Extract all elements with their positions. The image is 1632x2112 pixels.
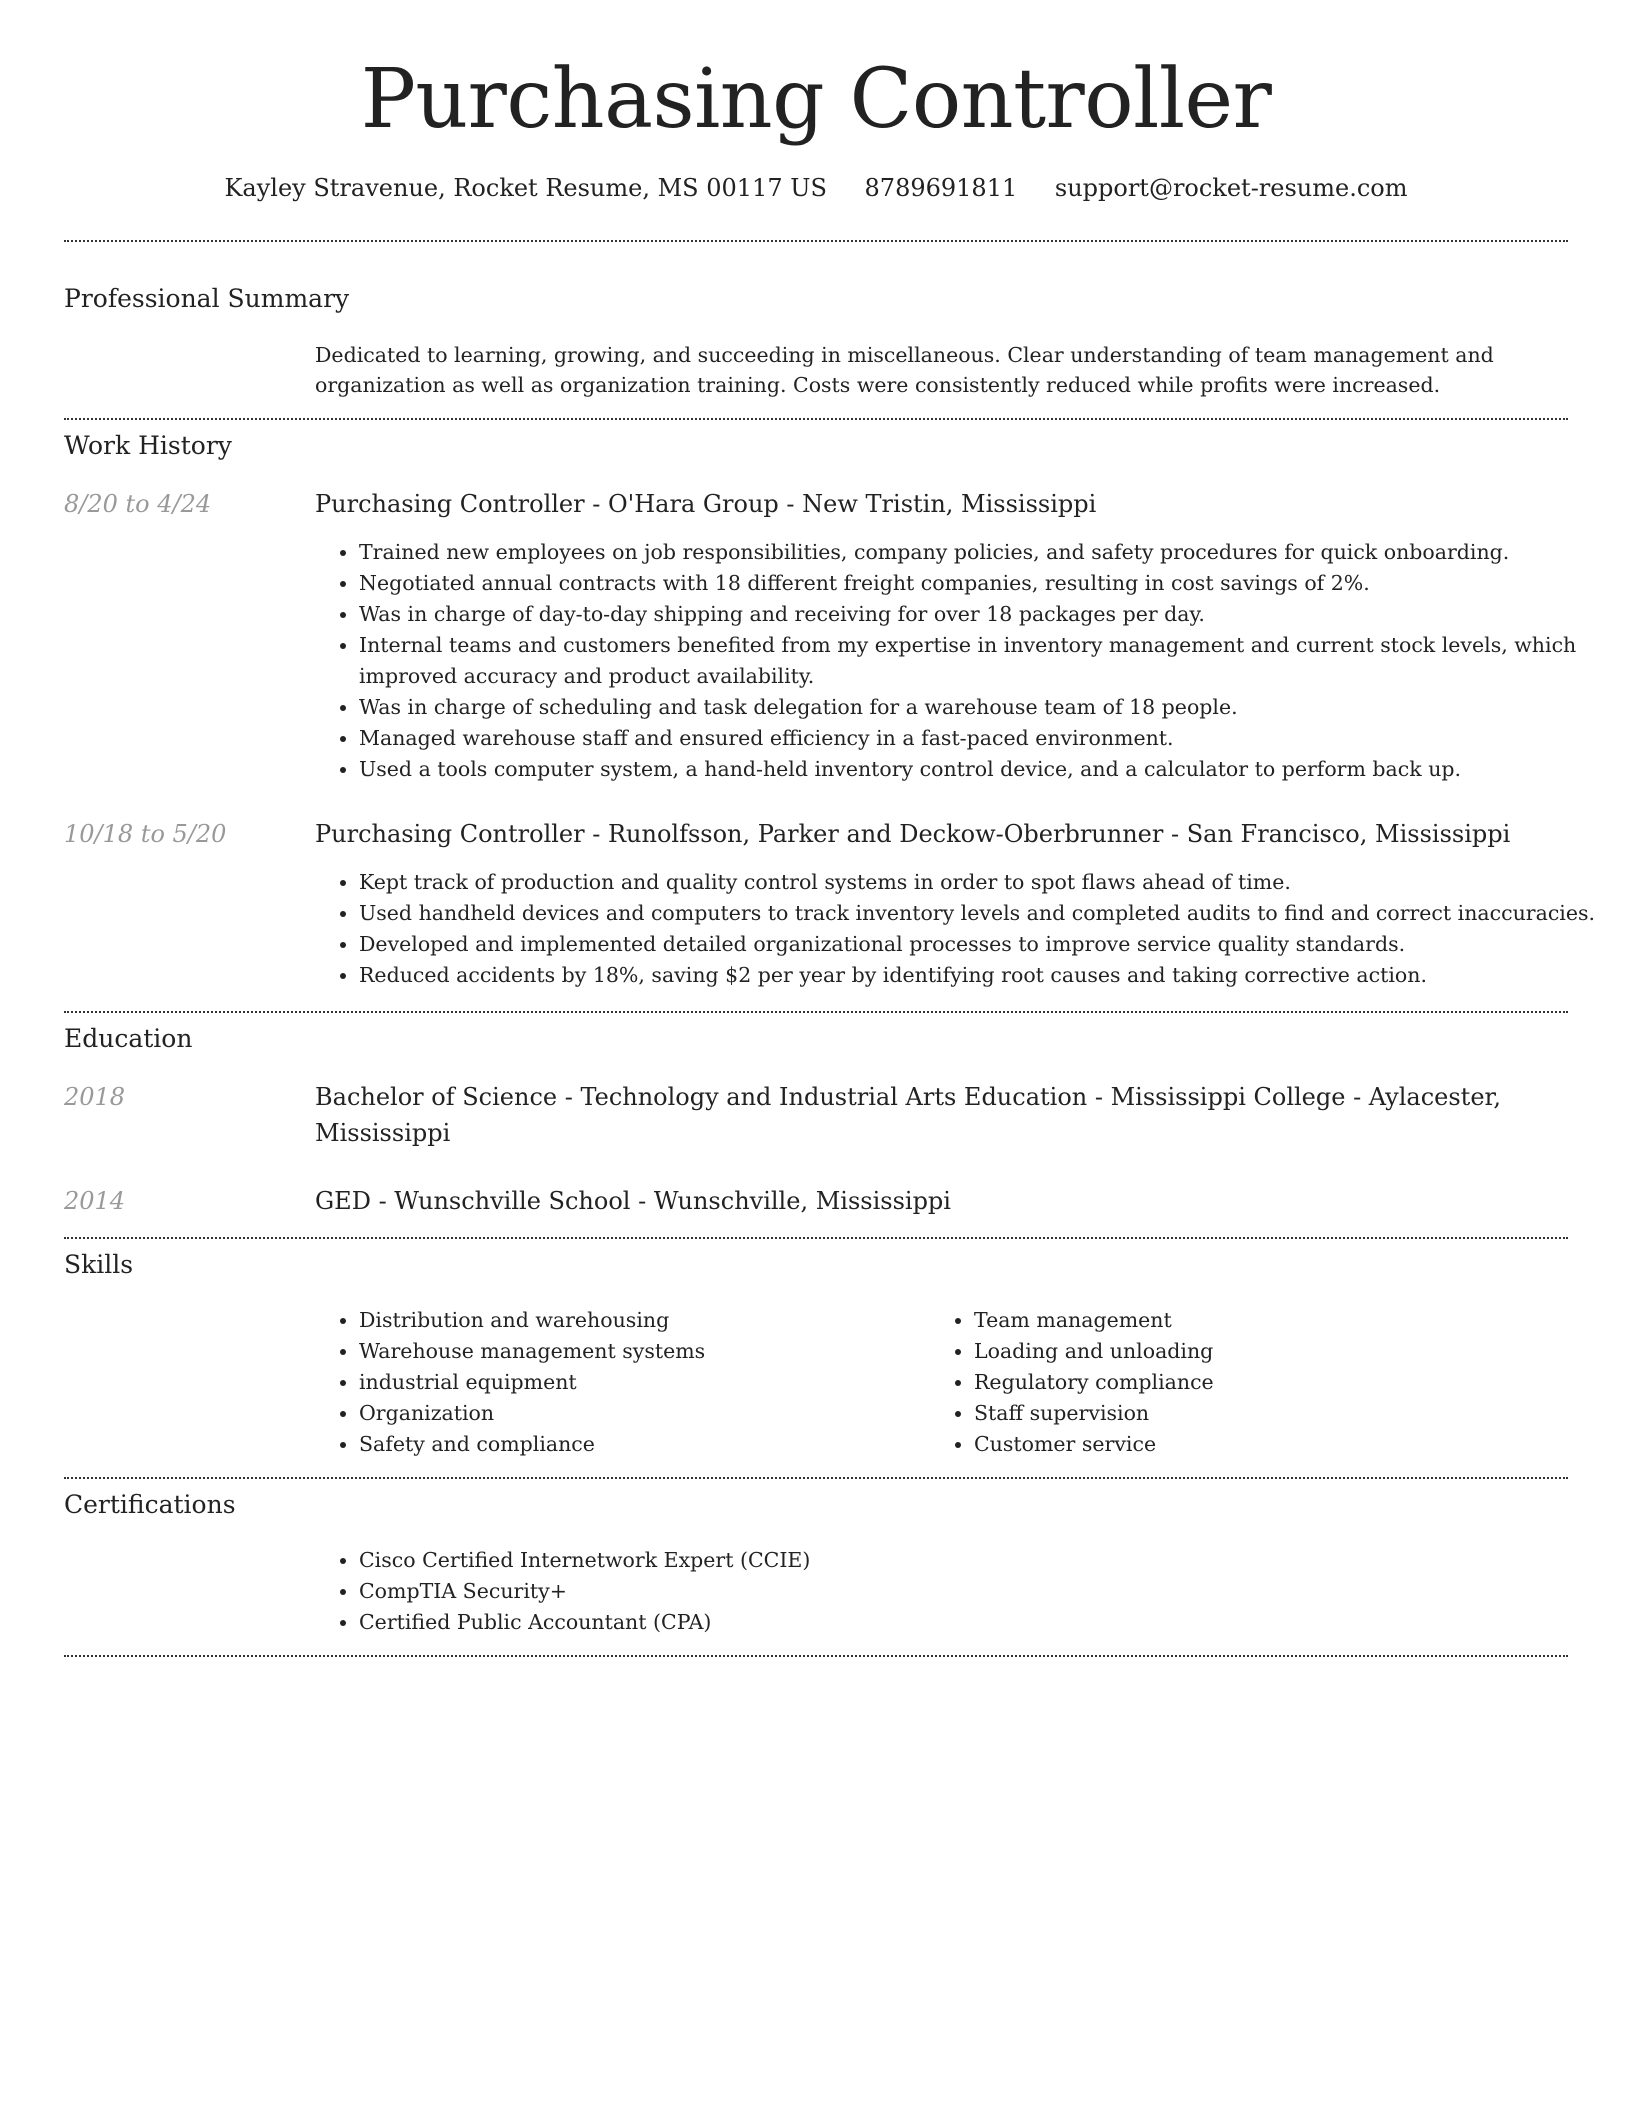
list-item: • Was in charge of day-to-day shipping and receiving for over 18 packages per day. — [359, 599, 1612, 630]
list-item: • Used handheld devices and computers to track inventory levels and completed audits to find and correct inaccuracies. — [359, 898, 1612, 929]
list-item: • Team management — [974, 1305, 1574, 1336]
section-divider — [64, 1237, 1568, 1239]
job-1-dates: 8/20 to 4/24 — [64, 490, 212, 518]
summary-text: Dedicated to learning, growing, and succeeding in miscellaneous. Clear understanding of team management and organization as well as organization training. Costs were consistently reduced while profits were increased. — [315, 343, 1494, 397]
work-history-heading: Work History — [64, 431, 232, 460]
summary-heading: Professional Summary — [64, 284, 350, 313]
resume-title: Purchasing Controller — [360, 52, 1272, 147]
list-item: • industrial equipment — [359, 1367, 959, 1398]
contact-email[interactable]: support@rocket-resume.com — [1054, 174, 1408, 202]
list-item: • Safety and compliance — [359, 1429, 959, 1460]
list-item: • Distribution and warehousing — [359, 1305, 959, 1336]
list-item: • Used a tools computer system, a hand-held inventory control device, and a calculator to perform back up. — [359, 754, 1612, 785]
certifications-heading: Certifications — [64, 1490, 236, 1519]
list-item: • Was in charge of scheduling and task delegation for a warehouse team of 18 people. — [359, 692, 1612, 723]
skills-list-left — [315, 1305, 959, 1460]
education-heading: Education — [64, 1024, 193, 1053]
job-2-title: Purchasing Controller - Runolfsson, Parker and Deckow-Oberbrunner - San Francisco, Mississippi — [315, 820, 1511, 848]
section-divider — [64, 1011, 1568, 1013]
list-item: • Trained new employees on job responsibilities, company policies, and safety procedures for quick onboarding. — [359, 537, 1612, 568]
certifications-list — [315, 1545, 1612, 1638]
list-item: • Customer service — [974, 1429, 1574, 1460]
job-1-bullets — [315, 537, 1612, 785]
contact-address: Kayley Stravenue, Rocket Resume, MS 00117 US — [224, 174, 827, 202]
list-item: • Developed and implemented detailed organizational processes to improve service quality standards. — [359, 929, 1612, 960]
skills-heading: Skills — [64, 1250, 134, 1279]
section-divider — [64, 1477, 1568, 1479]
list-item: • Kept track of production and quality control systems in order to spot flaws ahead of time. — [359, 867, 1612, 898]
list-item: • Regulatory compliance — [974, 1367, 1574, 1398]
list-item: • Managed warehouse staff and ensured efficiency in a fast-paced environment. — [359, 723, 1612, 754]
list-item: • Cisco Certified Internetwork Expert (CCIE) — [359, 1545, 1612, 1576]
education-2-year: 2014 — [64, 1187, 126, 1215]
list-item: • Negotiated annual contracts with 18 different freight companies, resulting in cost savings of 2%. — [359, 568, 1612, 599]
job-1-title: Purchasing Controller - O'Hara Group - New Tristin, Mississippi — [315, 490, 1097, 518]
job-2-dates: 10/18 to 5/20 — [64, 820, 227, 848]
list-item: • CompTIA Security+ — [359, 1576, 1612, 1607]
section-divider — [64, 418, 1568, 420]
contact-phone[interactable]: 8789691811 — [864, 174, 1018, 202]
list-item: • Reduced accidents by 18%, saving $2 per year by identifying root causes and taking corrective action. — [359, 960, 1612, 991]
section-divider — [64, 240, 1568, 242]
contact-line — [64, 172, 1568, 204]
education-2-title: GED - Wunschville School - Wunschville, Mississippi — [315, 1187, 951, 1215]
list-item: • Organization — [359, 1398, 959, 1429]
skills-list-right — [930, 1305, 1574, 1460]
list-item: • Staff supervision — [974, 1398, 1574, 1429]
education-1-title: Bachelor of Science - Technology and Industrial Arts Education - Mississippi College - Aylacester, Mississippi — [315, 1083, 1501, 1147]
section-divider — [64, 1655, 1568, 1657]
list-item: • Certified Public Accountant (CPA) — [359, 1607, 1612, 1638]
education-1-year: 2018 — [64, 1083, 126, 1111]
list-item: • Warehouse management systems — [359, 1336, 959, 1367]
list-item: • Internal teams and customers benefited from my expertise in inventory management and current stock levels, which improved accuracy and product availability. — [359, 630, 1612, 692]
job-2-bullets — [315, 867, 1612, 991]
list-item: • Loading and unloading — [974, 1336, 1574, 1367]
